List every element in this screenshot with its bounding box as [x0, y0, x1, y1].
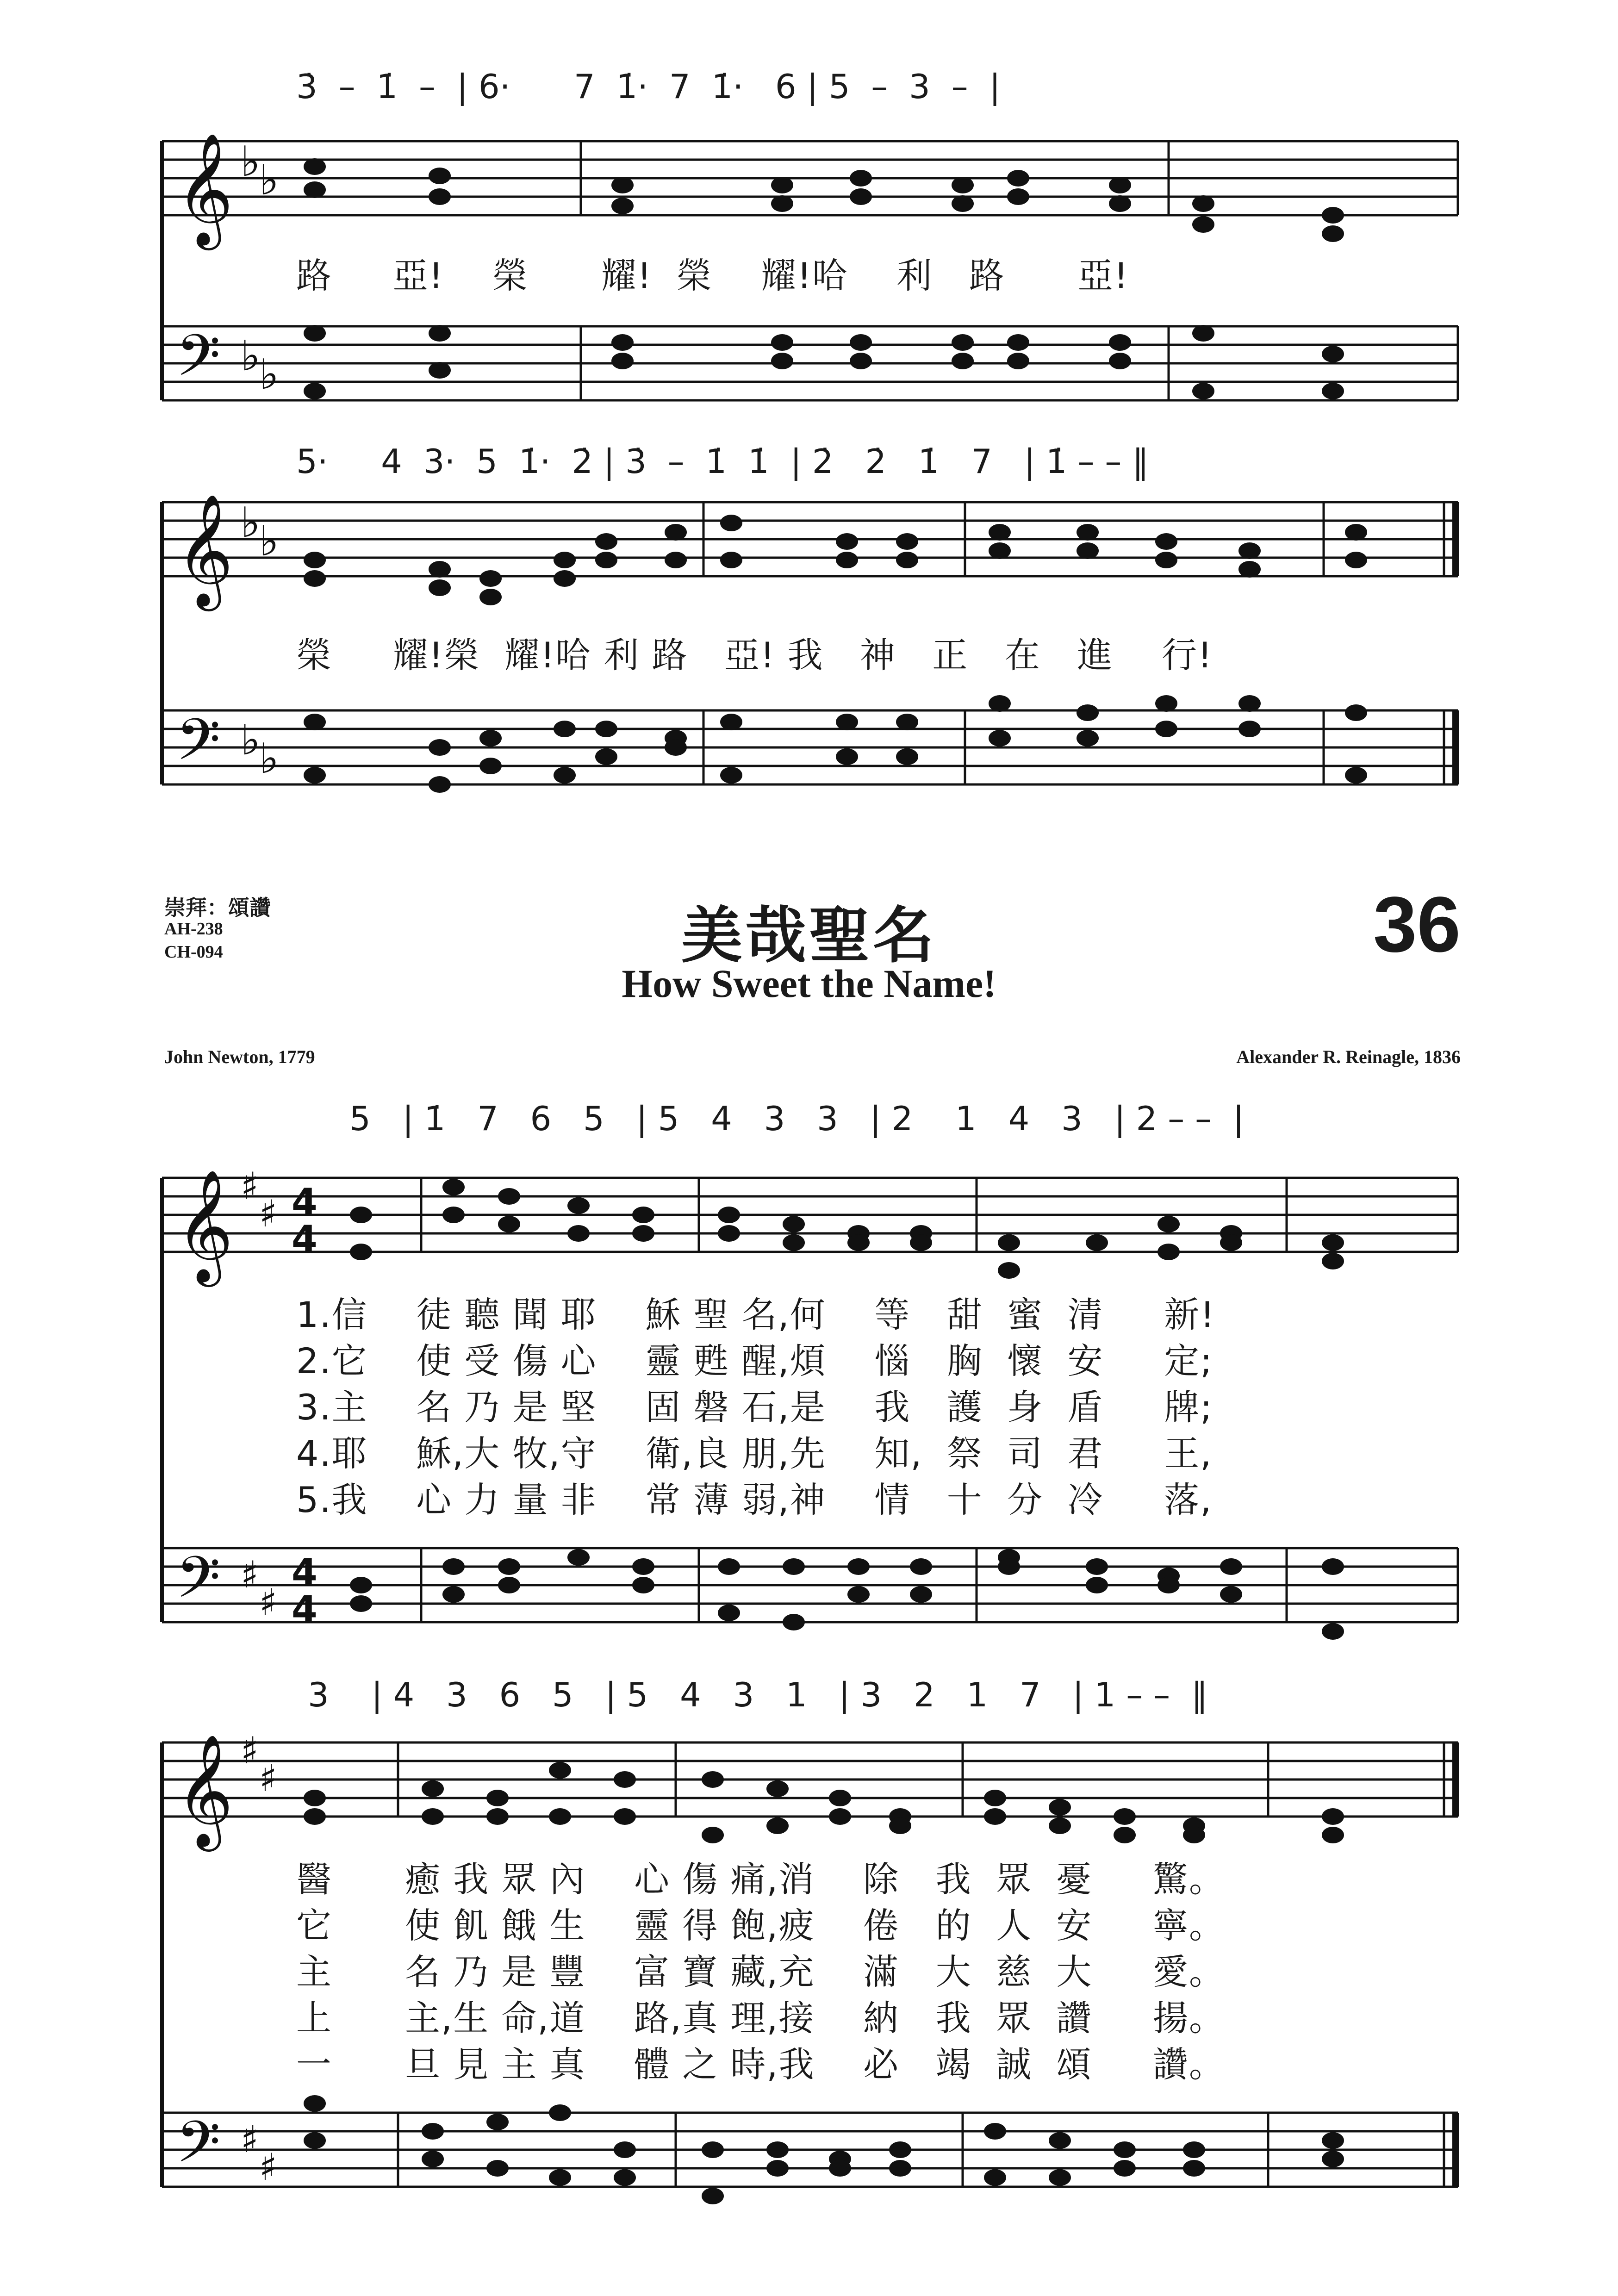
sharp-icon: ♯: [259, 1757, 277, 1800]
lyrics-line: 路 亞! 榮 耀! 榮 耀!哈 利 路 亞!: [296, 255, 1129, 296]
treble-clef-icon: 𝄞: [176, 1733, 234, 1847]
hymn-title-english: How Sweet the Name!: [622, 961, 996, 1006]
music-credit: Alexander R. Reinagle, 1836: [1236, 1046, 1461, 1067]
hymn-number: 36: [1373, 881, 1461, 969]
sharp-icon: ♯: [241, 1164, 259, 1207]
sharp-icon: ♯: [259, 1192, 277, 1235]
time-sig-icon: 4: [292, 1218, 317, 1261]
verse-3-line: 3.主 名 乃 是 堅 固 磐 石,是 我 護 身 盾 牌;: [296, 1387, 1213, 1428]
jianpu-line: 5· 4 3· 5 1̇· 2̇ | 3̇ – 1̇ 1̇ | 2̇ 2̇ 1̇ 7 | 1̇ – – ‖: [296, 442, 1149, 481]
bass-clef-icon: 𝄢: [176, 2109, 221, 2190]
sharp-icon: ♯: [241, 1553, 259, 1596]
flat-icon: ♭: [241, 498, 261, 547]
reference-ah: AH-238: [164, 919, 223, 939]
verse-5-line: 一 旦 見 主 真 體 之 時,我 必 竭 誠 頌 讚。: [296, 2044, 1226, 2085]
treble-clef-icon: 𝄞: [176, 493, 234, 606]
verse-2-line: 它 使 飢 餓 生 靈 得 飽,疲 倦 的 人 安 寧。: [296, 1905, 1226, 1946]
sharp-icon: ♯: [241, 2118, 259, 2161]
time-sig-icon: 4: [292, 1551, 317, 1594]
flat-icon: ♭: [241, 716, 261, 765]
verse-1-line: 1.信 徒 聽 聞 耶 穌 聖 名,何 等 甜 蜜 清 新!: [296, 1294, 1215, 1335]
treble-clef-icon: 𝄞: [176, 1169, 234, 1282]
staff-prev2-bass: [162, 710, 1458, 784]
flat-icon: ♭: [259, 350, 279, 399]
jianpu-line: 5 | 1̇ 7 6 5 | 5 4 3 3 | 2 1 4 3 | 2 – – |: [349, 1099, 1245, 1138]
bass-clef-icon: 𝄢: [176, 323, 221, 403]
flat-icon: ♭: [259, 156, 279, 205]
time-sig-icon: 4: [292, 1588, 317, 1631]
treble-clef-icon: 𝄞: [176, 132, 234, 245]
category-label: 崇拜：頌讚: [164, 895, 271, 920]
verse-5-line: 5.我 心 力 量 非 常 薄 弱,神 情 十 分 冷 落,: [296, 1479, 1213, 1520]
bass-clef-icon: 𝄢: [176, 1544, 221, 1625]
sharp-icon: ♯: [259, 2146, 277, 2189]
sharp-icon: ♯: [259, 1581, 277, 1624]
verse-2-line: 2.它 使 受 傷 心 靈 甦 醒,煩 惱 胸 懷 安 定;: [296, 1340, 1213, 1381]
verse-3-line: 主 名 乃 是 豐 富 寶 藏,充 滿 大 慈 大 愛。: [296, 1951, 1226, 1992]
lyrics-line: 榮 耀!榮 耀!哈 利 路 亞! 我 神 正 在 進 行!: [296, 635, 1213, 676]
jianpu-line: 3 | 4 3 6 5 | 5 4 3 1 | 3 2 1 7 | 1 – – ‖: [308, 1675, 1208, 1714]
staff-prev2-treble: [162, 502, 1458, 576]
hymn-title-chinese: 美哉聖名: [681, 900, 937, 971]
time-sig-icon: 4: [292, 1181, 317, 1224]
bass-clef-icon: 𝄢: [176, 707, 221, 787]
verse-1-line: 醫 癒 我 眾 內 心 傷 痛,消 除 我 眾 憂 驚。: [296, 1859, 1226, 1900]
staff-prev1-treble: [162, 141, 1458, 215]
verse-4-line: 4.耶 穌,大 牧,守 衛,良 朋,先 知, 祭 司 君 王,: [296, 1433, 1213, 1474]
staff-prev1-bass: [162, 326, 1458, 400]
flat-icon: ♭: [259, 734, 279, 783]
words-credit: John Newton, 1779: [164, 1046, 315, 1067]
flat-icon: ♭: [241, 137, 261, 186]
staff-h2-bass: [162, 2113, 1458, 2187]
jianpu-line: 3̇ – 1̇ – | 6· 7 1̇· 7 1̇· 6 | 5 – 3 – |: [296, 67, 1001, 106]
staff-h2-treble: [162, 1742, 1458, 1817]
flat-icon: ♭: [259, 517, 279, 566]
reference-ch: CH-094: [164, 942, 223, 962]
verse-4-line: 上 主,生 命,道 路,真 理,接 納 我 眾 讚 揚。: [296, 1997, 1226, 2039]
flat-icon: ♭: [241, 332, 261, 380]
sharp-icon: ♯: [241, 1729, 259, 1772]
